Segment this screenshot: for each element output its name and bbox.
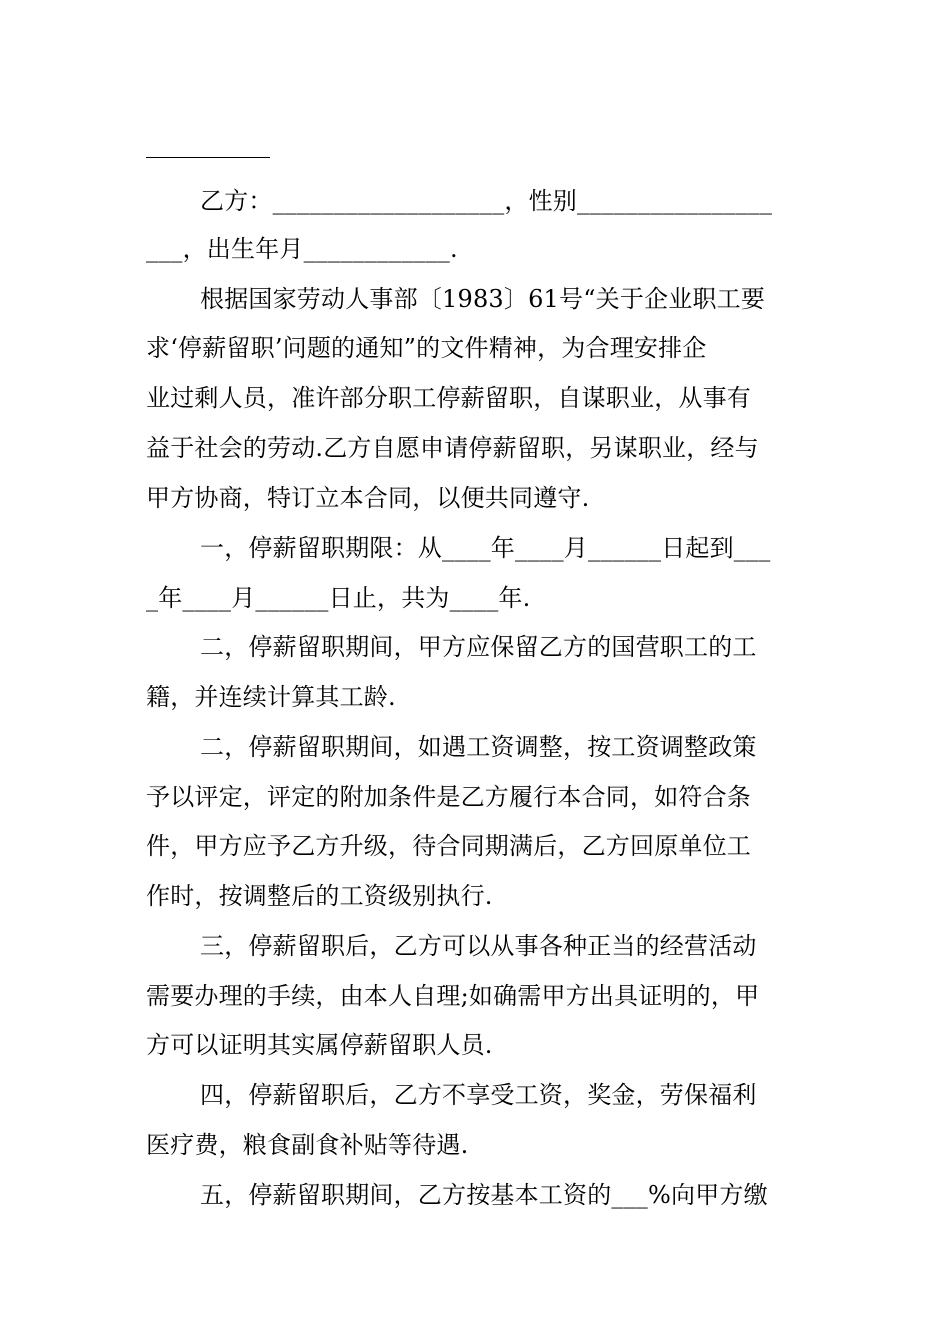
clause-2-line: 二，停薪留职期间，甲方应保留乙方的国营职工的工 [200, 633, 757, 661]
clause-3-line: 三，停薪留职后，乙方可以从事各种正当的经营活动 [200, 932, 757, 960]
clause-1-line: _年____月______日止，共为____年. [146, 584, 531, 612]
clause-4-line: 四，停薪留职后，乙方不享受工资，奖金，劳保福利 [200, 1081, 757, 1109]
clause-2b-line: 件，甲方应予乙方升级，待合同期满后，乙方回原单位工 [146, 832, 751, 860]
clause-2b-line: 二，停薪留职期间，如遇工资调整，按工资调整政策 [200, 733, 757, 761]
paragraph-line: 业过剩人员，准许部分职工停薪留职，自谋职业，从事有 [146, 384, 751, 412]
party-b-line: 乙方：___________________，性别________________ [200, 187, 773, 215]
clause-4-line: 医疗费，粮食副食补贴等待遇. [146, 1131, 469, 1159]
clause-5-line: 五，停薪留职期间，乙方按基本工资的___%向甲方缴 [200, 1181, 768, 1209]
clause-2b-line: 作时，按调整后的工资级别执行. [146, 882, 493, 910]
birth-line: ___，出生年月____________. [146, 235, 458, 263]
clause-3-line: 需要办理的手续，由本人自理;如确需甲方出具证明的，甲 [146, 982, 760, 1010]
paragraph-line: 益于社会的劳动.乙方自愿申请停薪留职，另谋职业，经与 [146, 434, 759, 462]
paragraph-line: 根据国家劳动人事部〔1983〕61号“关于企业职工要 [200, 285, 766, 313]
clause-2b-line: 予以评定，评定的附加条件是乙方履行本合同，如符合条 [146, 783, 751, 811]
paragraph-line: 求‘停薪留职’问题的通知”的文件精神，为合理安排企 [146, 334, 707, 362]
clause-2-line: 籍，并连续计算其工龄. [146, 683, 396, 711]
paragraph-line: 甲方协商，特订立本合同，以便共同遵守. [146, 484, 590, 512]
clause-1-line: 一，停薪留职期限：从____年____月______日起到___ [200, 534, 771, 562]
top-underline [146, 157, 270, 158]
clause-3-line: 方可以证明其实属停薪留职人员. [146, 1031, 493, 1059]
